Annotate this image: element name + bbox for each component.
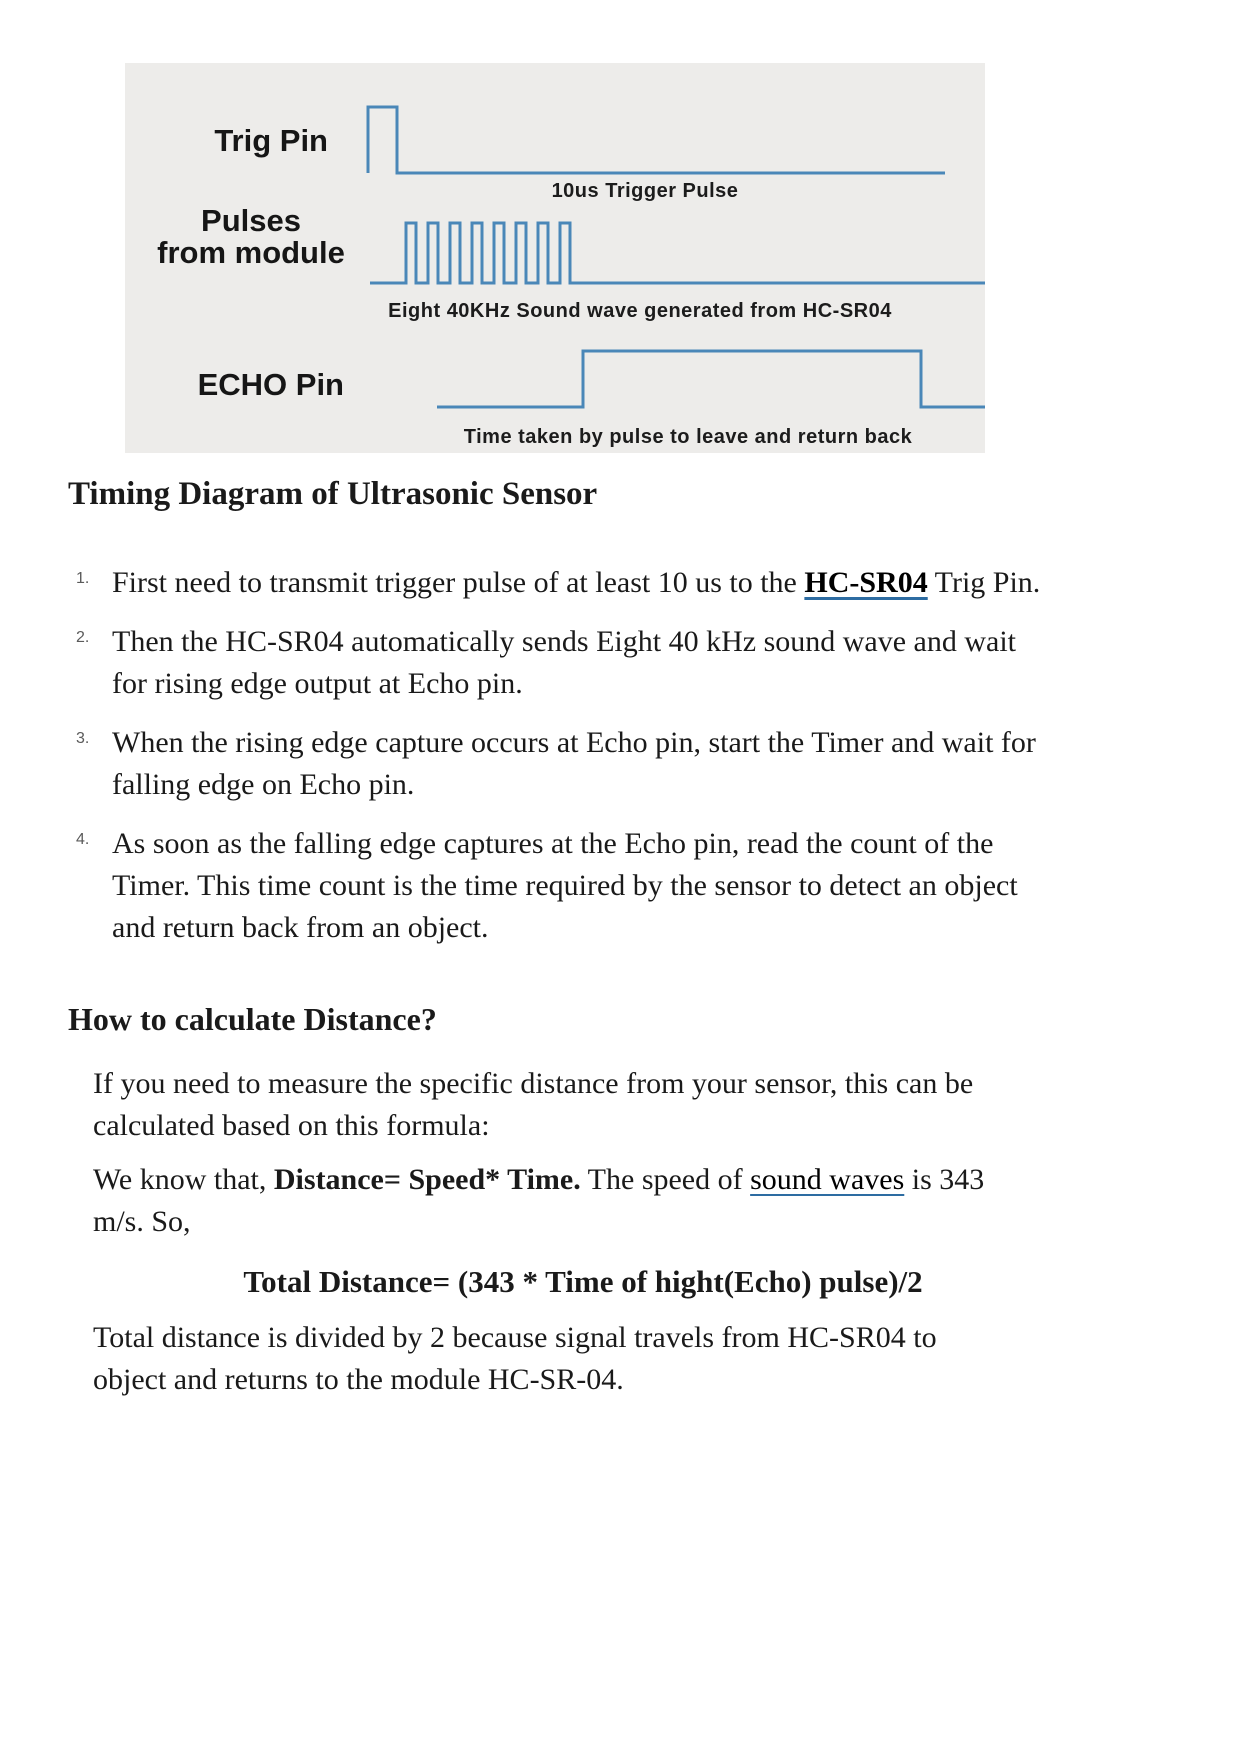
trigger-pulse-caption: 10us Trigger Pulse xyxy=(551,180,739,202)
list-item-text: Trig Pin. xyxy=(927,566,1041,599)
distance-speed-time-bold: Distance= Speed* Time. xyxy=(273,1163,581,1196)
section-title-timing-diagram: Timing Diagram of Ultrasonic Sensor xyxy=(68,476,598,512)
list-item-text: First need to transmit trigger pulse of at least 10 us to the xyxy=(112,566,805,599)
echo-pin-label: ECHO Pin xyxy=(197,367,344,402)
list-item-number: 1. xyxy=(76,570,90,587)
list-item xyxy=(68,823,1047,949)
divide-by-two-paragraph: Total distance is divided by 2 because signal travels from HC-SR04 to object and returns to the module HC-SR-04. xyxy=(93,1321,937,1396)
list-item-text: As soon as the falling edge captures at the Echo pin, read the count of the Timer. This time count is the time required by the sensor to detect an object and return back from an object. xyxy=(112,827,1018,944)
trig-pin-label: Trig Pin xyxy=(214,123,328,158)
document-content xyxy=(68,474,1171,1401)
sound-wave-caption: Eight 40KHz Sound wave generated from HC-SR04 xyxy=(388,300,892,322)
total-distance-formula: Total Distance= (343 * Time of hight(Echo) pulse)/2 xyxy=(243,1264,923,1299)
timing-steps-list xyxy=(68,562,1053,949)
list-item-text: When the rising edge capture occurs at Echo pin, start the Timer and wait for falling edge on Echo pin. xyxy=(112,726,1036,801)
paragraph-text: is 343 m/s. So, xyxy=(93,1163,985,1238)
timing-diagram-figure xyxy=(125,63,985,453)
list-item-number: 2. xyxy=(76,629,90,646)
list-item-text: Then the HC-SR04 automatically sends Eight 40 kHz sound wave and wait for rising edge output at Echo pin. xyxy=(112,625,1016,700)
paragraph-text: The speed of xyxy=(580,1163,751,1196)
speed-time-paragraph xyxy=(93,1159,1008,1243)
list-item xyxy=(68,562,1047,604)
list-item xyxy=(68,621,1047,705)
timing-diagram-svg xyxy=(125,63,985,453)
hc-sr04-link[interactable]: HC-SR04 xyxy=(804,566,928,599)
pulses-label-line2: from module xyxy=(157,235,345,270)
sound-waves-link[interactable]: sound waves xyxy=(750,1163,905,1196)
distance-intro-paragraph: If you need to measure the specific distance from your sensor, this can be calculated based on this formula: xyxy=(93,1067,974,1142)
list-item xyxy=(68,722,1047,806)
paragraph-text: We know that, xyxy=(93,1163,274,1196)
list-item-number: 3. xyxy=(76,730,90,747)
section-title-calculate-distance: How to calculate Distance? xyxy=(68,1001,437,1037)
list-item-number: 4. xyxy=(76,831,90,848)
echo-time-caption: Time taken by pulse to leave and return back xyxy=(463,426,913,448)
pulses-label-line1: Pulses xyxy=(201,203,301,238)
